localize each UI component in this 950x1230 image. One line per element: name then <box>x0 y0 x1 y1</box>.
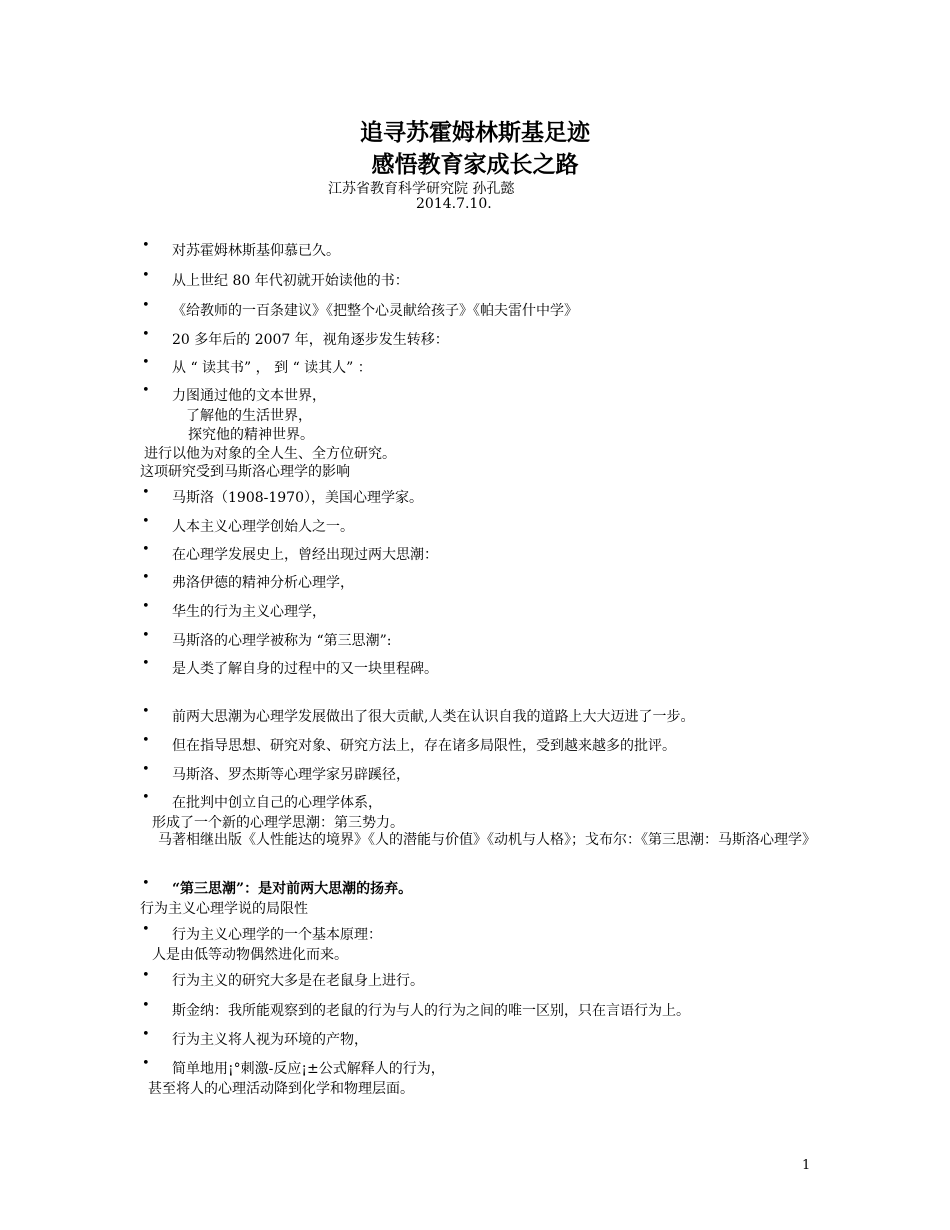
list-item: 马斯洛的心理学被称为 “第三思潮”: <box>172 633 392 649</box>
title-line-2: 感悟教育家成长之路 <box>371 152 579 178</box>
list-item: 马斯洛（1908-1970），美国心理学家。 <box>172 490 423 506</box>
list-item: 马斯洛、罗杰斯等心理学家另辟蹊径， <box>172 767 410 783</box>
bullet-marker: • <box>142 268 150 283</box>
bullet-marker: • <box>142 876 150 891</box>
bullet-marker: • <box>142 327 150 342</box>
page-number: 1 <box>802 1158 811 1173</box>
bullet-marker: • <box>142 922 150 937</box>
list-item: 在批判中创立自己的心理学体系， <box>172 795 382 811</box>
bullet-marker: • <box>142 298 150 313</box>
bullet-marker: • <box>142 704 150 719</box>
bullet-marker: • <box>142 968 150 983</box>
bullet-marker: • <box>142 628 150 643</box>
bullet-marker: • <box>142 570 150 585</box>
list-item: 行为主义将人视为环境的产物， <box>172 1032 368 1048</box>
list-item: 行为主义心理学的一个基本原理： <box>172 927 382 943</box>
list-item: 斯金纳：我所能观察到的老鼠的行为与人的行为之间的唯一区别，只在言语行为上。 <box>172 1003 690 1019</box>
list-item: 人本主义心理学创始人之一。 <box>172 519 354 535</box>
bullet-marker: • <box>142 514 150 529</box>
text-line: 马著相继出版《人性能达的境界》《人的潜能与价值》《动机与人格》；戈布尔：《第三思潮：马斯洛心理学》 <box>158 832 816 848</box>
bullet-marker: • <box>142 733 150 748</box>
text-line: 进行以他为对象的全人生、全方位研究。 <box>144 446 396 462</box>
text-line: 形成了一个新的心理学思潮：第三势力。 <box>152 815 404 831</box>
list-item: 《给教师的一百条建议》《把整个心灵献给孩子》《帕夫雷什中学》 <box>172 303 578 319</box>
text-line: 行为主义心理学说的局限性 <box>140 901 308 917</box>
list-item: 但在指导思想、研究对象、研究方法上，存在诸多局限性，受到越来越多的批评。 <box>172 738 676 754</box>
list-item: “第三思潮”：是对前两大思潮的扬弃。 <box>172 881 413 897</box>
list-item: 力图通过他的文本世界， <box>172 388 326 404</box>
list-item: 前两大思潮为心理学发展做出了很大贡献,人类在认识自我的道路上大大迈进了一步。 <box>172 709 695 725</box>
bullet-marker: • <box>142 383 150 398</box>
date: 2014.7.10. <box>416 196 492 212</box>
bullet-marker: • <box>142 1027 150 1042</box>
list-item: 简单地用¡°刺激-反应¡±公式解释人的行为， <box>172 1061 445 1077</box>
bullet-marker: • <box>142 485 150 500</box>
text-line: 人是由低等动物偶然进化而来。 <box>152 947 348 963</box>
text-line: 探究他的精神世界。 <box>188 427 314 443</box>
list-item: 是人类了解自身的过程中的又一块里程碑。 <box>172 661 438 677</box>
list-item: 在心理学发展史上，曾经出现过两大思潮： <box>172 547 438 563</box>
text-line: 甚至将人的心理活动降到化学和物理层面。 <box>148 1081 414 1097</box>
list-item: 弗洛伊德的精神分析心理学， <box>172 575 354 591</box>
bullet-marker: • <box>142 998 150 1013</box>
bullet-marker: • <box>142 599 150 614</box>
bullet-marker: • <box>142 656 150 671</box>
author: 江苏省教育科学研究院 孙孔懿 <box>328 181 515 197</box>
list-item: 20 多年后的 2007 年，视角逐步发生转移： <box>172 332 449 348</box>
bullet-marker: • <box>142 238 150 253</box>
text-line: 这项研究受到马斯洛心理学的影响 <box>140 464 350 480</box>
list-item: 华生的行为主义心理学， <box>172 604 326 620</box>
text-line: 了解他的生活世界， <box>186 408 312 424</box>
list-item: 对苏霍姆林斯基仰慕已久。 <box>172 243 340 259</box>
list-item: 从上世纪 80 年代初就开始读他的书： <box>172 273 409 289</box>
bullet-marker: • <box>142 790 150 805</box>
title-line-1: 追寻苏霍姆林斯基足迹 <box>360 120 590 146</box>
list-item: 从 “ 读其书” ， 到 “ 读其人” ： <box>172 360 372 376</box>
bullet-marker: • <box>142 355 150 370</box>
bullet-marker: • <box>142 542 150 557</box>
list-item: 行为主义的研究大多是在老鼠身上进行。 <box>172 973 424 989</box>
bullet-marker: • <box>142 1056 150 1071</box>
bullet-marker: • <box>142 762 150 777</box>
